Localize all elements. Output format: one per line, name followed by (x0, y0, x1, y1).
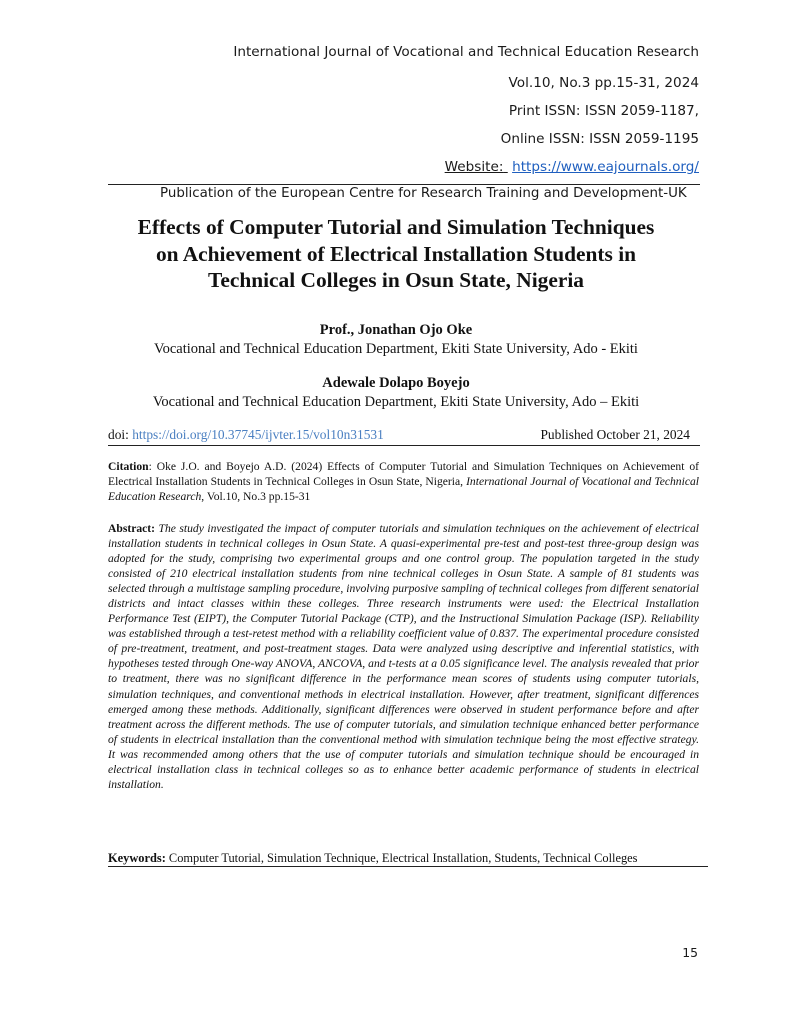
citation-text: : Oke J.O. and Boyejo A.D. (2024) Effects of Computer Tutorial and Simulation Techniques on Achievement of Electrical Installation Students in Technical Colleges in Osun State, Nigeria, (108, 460, 699, 488)
title-line: Effects of Computer Tutorial and Simulation Techniques (137, 215, 655, 239)
title-line: on Achievement of Electrical Installation Students in (155, 241, 637, 266)
doi-label: doi: (108, 427, 129, 442)
citation-block (108, 459, 699, 504)
published-date: Published October 21, 2024 (540, 427, 690, 442)
citation-journal: International Journal of Vocational and Technical Education Research (108, 475, 699, 503)
website-line (445, 159, 699, 175)
online-issn: Online ISSN: ISSN 2059-1195 (500, 131, 699, 147)
abstract-label: Abstract: (108, 522, 156, 535)
paper-title (90, 214, 702, 294)
doi-divider (108, 445, 700, 446)
author-name: Prof., Jonathan Ojo Oke (319, 322, 473, 338)
keywords-line (108, 851, 638, 866)
author-affiliation: Vocational and Technical Education Department, Ekiti State University, Ado - Ekiti (154, 341, 638, 357)
header-divider (108, 184, 700, 185)
title-line: Technical Colleges in Osun State, Nigeria (208, 268, 584, 292)
publisher-line: Publication of the European Centre for Research Training and Development-UK (160, 186, 687, 201)
author-affiliation: Vocational and Technical Education Department, Ekiti State University, Ado – Ekiti (152, 394, 640, 410)
abstract-block (108, 521, 699, 792)
keywords-text: Computer Tutorial, Simulation Technique, Electrical Installation, Students, Technical Colleges (165, 851, 638, 865)
page-number: 15 (682, 945, 698, 960)
keywords-label: Keywords: (108, 851, 166, 865)
website-label: Website: (444, 159, 504, 175)
website-link[interactable]: https://www.eajournals.org/ (512, 159, 699, 175)
doi-row (108, 427, 700, 443)
website-spacer (503, 159, 507, 175)
citation-label: Citation (108, 460, 149, 473)
abstract-body: The study investigated the impact of computer tutorials and simulation techniques on the achievement of electrical installation students in technical colleges in Osun State. A quasi-experimental pre-test and post-test three-group design was adopted for the study, comprising two experimental groups and one control group. The population targeted in the study consisted of 210 electrical installation students from nine technical colleges in Osun State. A sample of 81 students was selected through a multistage sampling procedure, involving purposive sampling of technical colleges from different senatorial districts and intact classes within these colleges. Three research instruments were used: the Electrical Installation Performance Test (EIPT), the Computer Tutorial Package (CTP), and the Instructional Simulation Package (ISP). Reliability was established through a test-retest method with a reliability coefficient value of 0.837. The experimental procedure consisted of pre-treatment, treatment, and post-treatment stages. Data were analyzed using descriptive and inferential statistics, with hypotheses tested through One-way ANOVA, ANCOVA, and t-tests at a 0.05 significance level. The analysis revealed that prior to treatment, there was no significant difference in the performance mean scores of students using computer tutorials, simulation techniques, and conventional methods in electrical installation. However, after treatment, significant differences emerged among these methods. Additionally, significant differences were observed in student performance before and after treatment across the different methods. The use of computer tutorials, and simulation technique enhanced better performance of students in electrical installation than the conventional method with simulation technique being the most effective strategy. It was recommended among others that the use of computer tutorials and simulation technique should be encouraged in electrical installation class in technical colleges so as to enhance better academic performance of students in electrical installation. (108, 522, 699, 791)
keywords-divider (108, 866, 708, 867)
volume-info: Vol.10, No.3 pp.15-31, 2024 (508, 75, 699, 91)
journal-name: International Journal of Vocational and Technical Education Research (233, 44, 699, 60)
doi-link[interactable]: https://doi.org/10.37745/ijvter.15/vol10n31531 (132, 427, 384, 442)
print-issn: Print ISSN: ISSN 2059-1187, (508, 103, 699, 119)
author-name: Adewale Dolapo Boyejo (322, 375, 470, 391)
citation-volume: , Vol.10, No.3 pp.15-31 (201, 490, 311, 503)
